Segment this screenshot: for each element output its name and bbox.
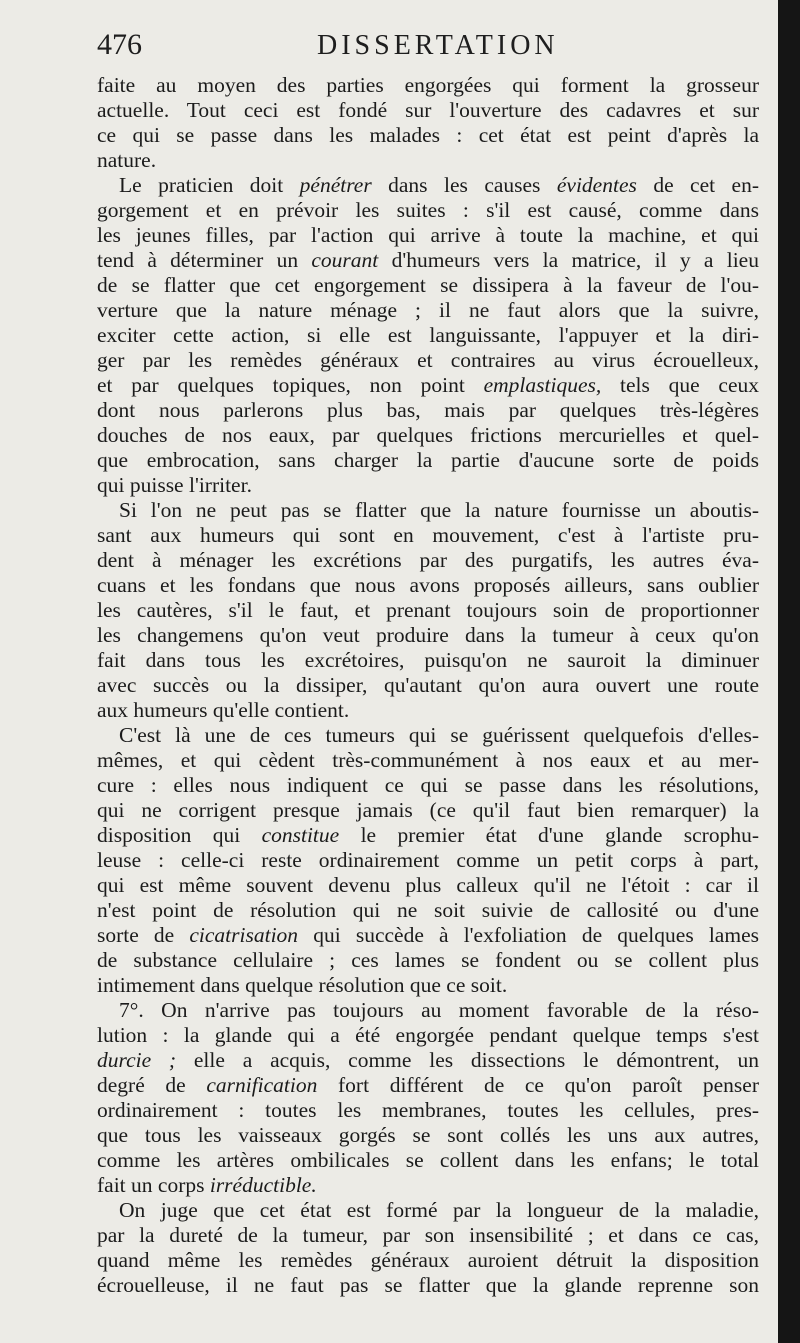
text-line bbox=[97, 223, 759, 248]
text-line bbox=[97, 448, 759, 473]
text-line bbox=[97, 948, 759, 973]
text-run: ordinairement : toutes les membranes, toutes les cellules, pres- bbox=[97, 1098, 759, 1122]
text-run: tend à déterminer un bbox=[97, 248, 312, 272]
text-line bbox=[97, 1198, 759, 1223]
text-line bbox=[97, 1098, 759, 1123]
text-line bbox=[97, 823, 759, 848]
text-line bbox=[97, 998, 759, 1023]
text-run: et par quelques topiques, non point bbox=[97, 373, 484, 397]
text-line bbox=[97, 298, 759, 323]
page-header bbox=[97, 22, 757, 70]
text-run: ce qui se passe dans les malades : cet état est peint d'après la bbox=[97, 123, 759, 147]
text-run: fait un corps bbox=[97, 1173, 210, 1197]
text-run: n'est point de résolution qui ne soit suivie de callosité ou d'une bbox=[97, 898, 759, 922]
text-run: comme les artères ombilicales se collent dans les enfans; le total bbox=[97, 1148, 759, 1172]
text-line bbox=[97, 173, 759, 198]
text-run: lution : la glande qui a été engorgée pendant quelque temps s'est bbox=[97, 1023, 759, 1047]
text-run: tels que ceux bbox=[601, 373, 759, 397]
italic-run: irréductible. bbox=[209, 1173, 317, 1197]
text-run: sorte de bbox=[97, 923, 190, 947]
text-line bbox=[97, 673, 759, 698]
text-line bbox=[97, 1248, 759, 1273]
body-text bbox=[97, 73, 759, 1298]
text-run: actuelle. Tout ceci est fondé sur l'ouverture des cadavres et sur bbox=[97, 98, 759, 122]
page-number: 476 bbox=[97, 28, 142, 61]
text-line bbox=[97, 73, 759, 98]
text-run: dont nous parlerons plus bas, mais par quelques très-légères bbox=[97, 398, 759, 422]
text-run: gorgement et en prévoir les suites : s'il est causé, comme dans bbox=[97, 198, 759, 222]
text-line bbox=[97, 1148, 759, 1173]
text-line bbox=[97, 798, 759, 823]
text-run: mêmes, et qui cèdent très-communément à nos eaux et au mer- bbox=[97, 748, 759, 772]
text-line bbox=[97, 1073, 759, 1098]
text-line bbox=[97, 523, 759, 548]
text-run: qui puisse l'irriter. bbox=[97, 473, 252, 497]
text-line bbox=[97, 423, 759, 448]
italic-run: évidentes bbox=[556, 173, 637, 197]
text-run: fait dans tous les excrétoires, puisqu'on ne sauroit la diminuer bbox=[97, 648, 759, 672]
text-line bbox=[97, 1223, 759, 1248]
text-line bbox=[97, 148, 759, 173]
text-run: qui est même souvent devenu plus calleux qu'il ne l'étoit : car il bbox=[97, 873, 759, 897]
italic-run: constitue bbox=[261, 823, 340, 847]
text-line bbox=[97, 598, 759, 623]
italic-run: emplastiques, bbox=[483, 373, 602, 397]
text-line bbox=[97, 1273, 759, 1298]
text-run: intimement dans quelque résolution que ce soit. bbox=[97, 973, 508, 997]
text-line bbox=[97, 198, 759, 223]
text-run: elle a acquis, comme les dissections le démontrent, un bbox=[176, 1048, 759, 1072]
text-run: sant aux humeurs qui sont en mouvement, c'est à l'artiste pru- bbox=[97, 523, 759, 547]
text-line bbox=[97, 623, 759, 648]
text-run: douches de nos eaux, par quelques frictions mercurielles et quel- bbox=[97, 423, 759, 447]
running-title: DISSERTATION bbox=[317, 30, 559, 61]
text-run: degré de bbox=[97, 1073, 207, 1097]
text-line bbox=[97, 473, 759, 498]
text-line bbox=[97, 898, 759, 923]
text-run: aux humeurs qu'elle contient. bbox=[97, 698, 350, 722]
italic-run: pénétrer bbox=[299, 173, 372, 197]
text-line bbox=[97, 323, 759, 348]
text-run: que tous les vaisseaux gorgés se sont collés les uns aux autres, bbox=[97, 1123, 759, 1147]
text-run: nature. bbox=[97, 148, 157, 172]
text-run: de substance cellulaire ; ces lames se fondent ou se collent plus bbox=[97, 948, 759, 972]
text-line bbox=[97, 373, 759, 398]
text-line bbox=[97, 873, 759, 898]
italic-run: durcie ; bbox=[97, 1048, 177, 1072]
text-line bbox=[97, 98, 759, 123]
text-line bbox=[97, 1048, 759, 1073]
text-run: de se flatter que cet engorgement se dissipera à la faveur de l'ou- bbox=[97, 273, 759, 297]
text-run: écrouelleuse, il ne faut pas se flatter que la glande reprenne son bbox=[97, 1273, 759, 1297]
text-run: dent à ménager les excrétions par des purgatifs, les autres éva- bbox=[97, 548, 759, 572]
text-line bbox=[97, 398, 759, 423]
text-line bbox=[97, 1123, 759, 1148]
text-run: le premier état d'une glande scrophu- bbox=[339, 823, 759, 847]
text-line bbox=[97, 1173, 759, 1198]
text-line bbox=[97, 723, 759, 748]
text-line bbox=[97, 248, 759, 273]
text-run: avec succès ou la dissiper, qu'autant qu'on aura ouvert une route bbox=[97, 673, 759, 697]
text-run: d'humeurs vers la matrice, il y a lieu bbox=[378, 248, 759, 272]
italic-run: cicatrisation bbox=[189, 923, 299, 947]
text-line bbox=[97, 773, 759, 798]
text-run: disposition qui bbox=[97, 823, 262, 847]
text-run: que embrocation, sans charger la partie d'aucune sorte de poids bbox=[97, 448, 759, 472]
text-line bbox=[97, 123, 759, 148]
text-line bbox=[97, 748, 759, 773]
text-line bbox=[97, 973, 759, 998]
text-line bbox=[97, 848, 759, 873]
text-run: qui succède à l'exfoliation de quelques lames bbox=[298, 923, 759, 947]
text-run: C'est là une de ces tumeurs qui se guérissent quelquefois d'elles- bbox=[119, 723, 759, 747]
text-run: les changemens qu'on veut produire dans la tumeur à ceux qu'on bbox=[97, 623, 759, 647]
text-run: Le praticien doit bbox=[119, 173, 300, 197]
text-line bbox=[97, 698, 759, 723]
text-run: leuse : celle-ci reste ordinairement comme un petit corps à part, bbox=[97, 848, 759, 872]
text-run: Si l'on ne peut pas se flatter que la nature fournisse un aboutis- bbox=[119, 498, 759, 522]
text-run: qui ne corrigent presque jamais (ce qu'il faut bien remarquer) la bbox=[97, 798, 759, 822]
text-run: On juge que cet état est formé par la longueur de la maladie, bbox=[119, 1198, 759, 1222]
italic-run: carnification bbox=[206, 1073, 318, 1097]
text-run: les cautères, s'il le faut, et prenant toujours soin de proportionner bbox=[97, 598, 759, 622]
text-run: exciter cette action, si elle est languissante, l'appuyer et la diri- bbox=[97, 323, 759, 347]
text-line bbox=[97, 498, 759, 523]
text-line bbox=[97, 273, 759, 298]
text-line bbox=[97, 348, 759, 373]
text-run: dans les causes bbox=[371, 173, 557, 197]
text-run: verture que la nature ménage ; il ne faut alors que la suivre, bbox=[97, 298, 759, 322]
text-run: par la dureté de la tumeur, par son insensibilité ; et dans ce cas, bbox=[97, 1223, 759, 1247]
text-run: cuans et les fondans que nous avons proposés ailleurs, sans oublier bbox=[97, 573, 759, 597]
italic-run: courant bbox=[311, 248, 379, 272]
text-line bbox=[97, 573, 759, 598]
text-line bbox=[97, 548, 759, 573]
text-run: de cet en- bbox=[636, 173, 759, 197]
text-run: 7°. On n'arrive pas toujours au moment favorable de la réso- bbox=[119, 998, 759, 1022]
text-run: quand même les remèdes généraux auroient détruit la disposition bbox=[97, 1248, 759, 1272]
text-run: fort différent de ce qu'on paroît penser bbox=[317, 1073, 759, 1097]
text-line bbox=[97, 923, 759, 948]
text-run: les jeunes filles, par l'action qui arrive à toute la machine, et qui bbox=[97, 223, 759, 247]
text-line bbox=[97, 648, 759, 673]
text-run: cure : elles nous indiquent ce qui se passe dans les résolutions, bbox=[97, 773, 759, 797]
text-run: faite au moyen des parties engorgées qui forment la grosseur bbox=[97, 73, 759, 97]
text-run: ger par les remèdes généraux et contraires au virus écrouelleux, bbox=[97, 348, 759, 372]
text-line bbox=[97, 1023, 759, 1048]
